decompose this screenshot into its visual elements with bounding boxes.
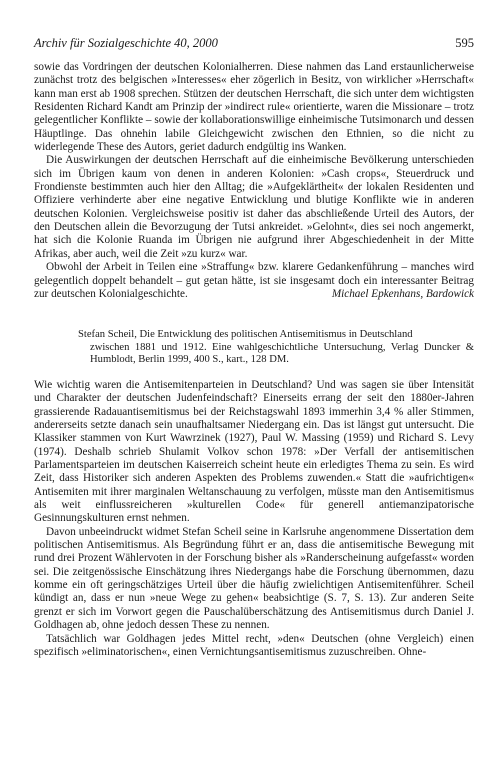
review2-citation-rest: zwischen 1881 und 1912. Eine wahlgeschichtliche Untersuchung, Verlag Duncker & Humblodt, Berlin 1999, 400 S., kart., 128 DM. [90, 341, 474, 366]
review2-citation-line1: Stefan Scheil, Die Entwicklung des politischen Antisemitismus in Deutschland [78, 329, 413, 341]
page [34, 36, 474, 659]
journal-title: Archiv für Sozialgeschichte 40, 2000 [34, 36, 218, 50]
page-number: 595 [455, 36, 474, 50]
review1-paragraph-3 [34, 261, 474, 301]
review1-paragraph-3-text: Obwohl der Arbeit in Teilen eine »Straffung« bzw. klarere Gedankenführung – manches wird gelegentlich doppelt behandelt – gut getan hätte, ist sie insgesamt doch ein interessanter Beitrag zur deutschen Kolonialgeschichte. [34, 261, 474, 300]
review1-paragraph-2: Die Auswirkungen der deutschen Herrschaft auf die einheimische Bevölkerung unterschieden sich im Übrigen kaum von denen in anderen Kolonien: »Cash crops«, Steuerdruck und Frondienste bestimmten auch hier den Alltag; die »Aufgeklärtheit« der lokalen Residenten und Offiziere verhinderte aber eine negative Entwicklung und blutige Konflikte wie in anderen deutschen Kolonien. Vergleichsweise positiv ist daher das abschließende Urteil des Autors, der den Deutschen allein die Bevorzugung der Tutsi ankreidet. »Gelohnt«, dies sei noch angemerkt, hat sich die Kolonie Ruanda im Übrigen nie aufgrund ihrer Abgeschiedenheit in der Mitte Afrikas, aber auch, weil die Zeit »zu kurz« war. [34, 154, 474, 260]
running-header [34, 36, 474, 51]
review2-citation [78, 329, 474, 367]
review2-paragraph-3: Tatsächlich war Goldhagen jedes Mittel recht, »den« Deutschen (ohne Vergleich) einen spezifisch »eliminatorischen«, einen Vernichtungsantisemitismus zuzuschreiben. Ohne- [34, 632, 474, 658]
review2-paragraph-1: Wie wichtig waren die Antisemitenparteien in Deutschland? Und was sagen sie über Intensität und Charakter der deutschen Judenfeindschaft? Einerseits errang der seit den 1880er-Jahren grassierende Radauantisemitismus bei der Reichstagswahl 1893 immerhin 3,4 % aller Stimmen, andererseits setzte danach sein unaufhaltsamer Niedergang ein. Das ist längst gut untersucht. Die Klassiker stammen von Kurt Wawrzinek (1927), Paul W. Massing (1959) und Richard S. Levy (1974). Deshalb schrieb Shulamit Volkov schon 1978: »Der Verfall der antisemitischen Parlamentsparteien im deutschen Kaiserreich scheint heute ein erledigtes Thema zu sein. Es wird Zeit, dass Historiker sich anderen Aspekten des Problems zuwenden.« Statt die »aufrichtigen« Antisemiten mit ihrer marginalen Weltanschauung zu verfolgen, müsste man den Antisemitismus als weit einflussreicheren »kulturellen Code« für generell antiemanzipatorische Gesinnungskulturen ernst nehmen. [34, 378, 474, 525]
review2-paragraph-2: Davon unbeeindruckt widmet Stefan Scheil seine in Karlsruhe angenommene Dissertation dem politischen Antisemitismus. Als Begründung führt er an, dass die antisemitische Bewegung mit rund drei Prozent Wählervoten in der Forschung bisher als »Randerscheinung aufgefasst« worden sei. Die zeitgenössische Einschätzung ihres Niedergangs habe die Forschung übernommen, dazu komme ein oft geringschätziges Urteil über die häufig zwielichtigen Antisemitenführer. Scheil kündigt an, dass er nun »neue Wege zu gehen« beabsichtige (S. 7, S. 13). Zur anderen Seite grenzt er sich im Vorwort gegen die Pauschalüberschätzung des Antisemitismus durch Daniel J. Goldhagen ab, ohne jedoch dessen These zu nennen. [34, 525, 474, 632]
review1-paragraph-1: sowie das Vordringen der deutschen Kolonialherren. Diese nahmen das Land erstaunlicherweise zunächst trotz des belgischen »Interesses« eher zögerlich in Besitz, von wirklicher »Herrschaft« kann man erst ab 1908 sprechen. Stützen der deutschen Herrschaft, die sich unter dem wichtigsten Residenten Richard Kandt am Prinzip der »indirect rule« orientierte, waren die Missionare – trotz gelegentlicher Konflikte – sowie der kollaborationswillige einheimische Tutsimonarch und dessen Häuptlinge. Das ohnehin labile Gleichgewicht zwischen den Ethnien, so die nicht zu widerlegende These des Autors, geriet dadurch endgültig ins Wanken. [34, 61, 474, 154]
review1-signature: Michael Epkenhans, Bardowick [331, 287, 474, 300]
